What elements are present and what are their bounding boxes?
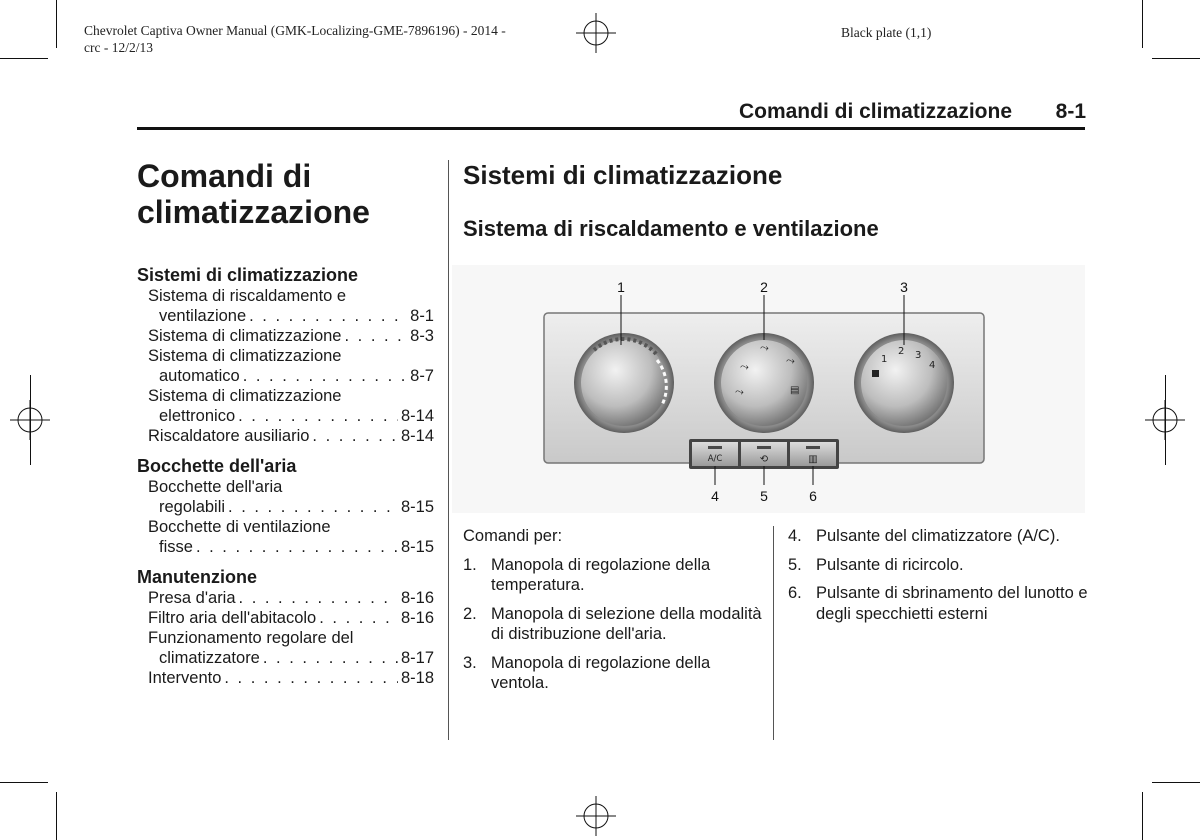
ac-button (692, 442, 738, 466)
registration-mark-icon (576, 796, 616, 836)
callout-5: 5 (760, 488, 768, 504)
toc-entry-title: Sistema di riscaldamento e (148, 287, 347, 305)
toc-entry[interactable] (137, 608, 434, 628)
crop-mark (30, 375, 31, 465)
list-item-number: 2. (463, 604, 477, 623)
temperature-knob (574, 333, 674, 433)
print-header-right: Black plate (1,1) (841, 25, 932, 40)
toc-entry[interactable] (137, 306, 434, 326)
registration-mark-icon (576, 13, 616, 53)
toc-entry[interactable] (137, 406, 434, 426)
list-item-text: Pulsante del climatizzatore (A/C). (816, 527, 1060, 545)
callout-4: 4 (711, 488, 719, 504)
toc-entry-title: Sistema di climatizzazione (148, 327, 342, 345)
toc-entry-title: ventilazione (159, 307, 247, 325)
list-item (788, 583, 1088, 624)
climate-panel-illustration (452, 265, 1085, 513)
toc-page-number: 8-16 (400, 609, 434, 627)
crop-mark (1152, 782, 1200, 783)
chapter-title: Comandi di climatizzazione (137, 158, 370, 230)
crop-mark (56, 792, 57, 840)
toc-page-number: 8-3 (410, 327, 434, 345)
list-item (463, 555, 763, 596)
fan-scale-4: 4 (929, 360, 936, 371)
air-distribution-knob (714, 333, 814, 433)
toc-leader-dots (228, 497, 398, 517)
list-item-number: 1. (463, 555, 477, 574)
print-header-left (84, 22, 506, 56)
toc-page-number: 8-15 (400, 498, 434, 516)
recirculation-button (741, 442, 787, 466)
list-item (463, 653, 763, 694)
ac-button-label: A/C (707, 454, 723, 464)
svg-text:⤳: ⤳ (786, 354, 795, 367)
toc-entry-title: fisse (159, 538, 193, 556)
svg-text:⤳: ⤳ (760, 341, 769, 354)
column-rule (448, 160, 449, 740)
toc-entry-title: Sistema di climatizzazione (148, 347, 342, 365)
crop-mark (0, 58, 48, 59)
toc-leader-dots (249, 306, 407, 326)
crop-mark (1142, 0, 1143, 48)
fan-scale-2: 2 (898, 346, 905, 357)
fan-speed-knob (854, 333, 954, 433)
toc-leader-dots (312, 426, 398, 446)
section-heading: Sistemi di climatizzazione (463, 160, 783, 190)
toc-entry[interactable] (137, 386, 434, 406)
running-head-title: Comandi di climatizzazione (738, 100, 1012, 123)
callout-3: 3 (900, 279, 908, 295)
list-item-number: 4. (788, 527, 802, 545)
svg-text:⤳: ⤳ (735, 385, 744, 398)
toc-entry-title: Bocchette dell'aria (148, 478, 283, 496)
toc-entry[interactable] (137, 426, 434, 446)
list-item-text: Manopola di regolazione della ventola. (491, 653, 711, 692)
toc-entry[interactable] (137, 668, 434, 688)
toc-entry[interactable] (137, 326, 434, 346)
toc-page-number: 8-16 (400, 589, 434, 607)
toc-entry-title: Filtro aria dell'abitacolo (148, 609, 317, 627)
toc-entry[interactable] (137, 346, 434, 366)
list-item (788, 555, 1088, 576)
toc-leader-dots (238, 406, 398, 426)
toc-leader-dots (243, 366, 407, 386)
toc-page-number: 8-14 (400, 427, 434, 445)
controls-intro: Comandi per: (463, 527, 563, 545)
toc-page-number: 8-14 (400, 407, 434, 425)
toc-page-number: 8-1 (410, 307, 434, 325)
rear-defrost-button (790, 442, 836, 466)
toc-leader-dots (196, 537, 398, 557)
toc-entry[interactable] (137, 648, 434, 668)
toc-section-heading: Manutenzione (137, 567, 257, 587)
running-head-rule (137, 127, 1085, 130)
crop-mark (56, 0, 57, 48)
toc-entry[interactable] (137, 366, 434, 386)
toc-entry-title: climatizzatore (159, 649, 260, 667)
list-item (463, 604, 763, 645)
crop-mark (1142, 792, 1143, 840)
toc-entry-title: Intervento (148, 669, 222, 687)
svg-text:⤳: ⤳ (740, 360, 749, 373)
fan-scale-1: 1 (881, 354, 888, 365)
list-item-text: Pulsante di ricircolo. (816, 555, 964, 574)
toc-page-number: 8-15 (400, 538, 434, 556)
column-rule (773, 526, 774, 740)
toc-entry[interactable] (137, 497, 434, 517)
callout-1: 1 (617, 279, 625, 295)
controls-list-column-1 (463, 526, 763, 694)
crop-mark (1165, 375, 1166, 465)
toc-leader-dots (224, 668, 398, 688)
toc-section-heading: Sistemi di climatizzazione (137, 265, 359, 285)
crop-mark (0, 782, 48, 783)
crop-mark (1152, 58, 1200, 59)
toc-page-number: 8-18 (400, 669, 434, 687)
toc-entry-title: regolabili (159, 498, 226, 516)
list-item-text: Manopola di selezione della modalità di distribuzione dell'aria. (491, 604, 762, 643)
toc-leader-dots (319, 608, 398, 628)
toc-entry[interactable] (137, 517, 434, 537)
toc-entry-title: Bocchette di ventilazione (148, 518, 331, 536)
toc-entry-title: Presa d'aria (148, 589, 236, 607)
fan-scale-3: 3 (915, 350, 922, 361)
toc-entry[interactable] (137, 588, 434, 608)
climate-control-panel-figure (452, 265, 1085, 513)
chapter-contents (137, 265, 434, 688)
toc-page-number: 8-7 (410, 367, 434, 385)
toc-section-heading: Bocchette dell'aria (137, 456, 297, 476)
toc-entry[interactable] (137, 537, 434, 557)
callout-2: 2 (760, 279, 768, 295)
list-item-text: Pulsante di sbrinamento del lunotto e degli specchietti esterni (816, 584, 1088, 623)
toc-entry-title: Riscaldatore ausiliario (148, 427, 310, 445)
toc-leader-dots (239, 588, 398, 608)
toc-leader-dots (263, 648, 398, 668)
svg-text:▥: ▥ (808, 454, 818, 465)
print-header-line2: crc - 12/2/13 (84, 40, 153, 55)
list-item-number: 6. (788, 584, 802, 602)
list-item-number: 3. (463, 653, 477, 672)
callout-6: 6 (809, 488, 817, 504)
toc-entry[interactable] (137, 628, 434, 648)
toc-entry-title: Funzionamento regolare del (148, 629, 354, 647)
print-header-line1: Chevrolet Captiva Owner Manual (GMK-Localizing-GME-7896196) - 2014 - (84, 23, 506, 38)
controls-list-column-2 (788, 526, 1088, 624)
toc-entry[interactable] (137, 477, 434, 497)
svg-text:⟲: ⟲ (759, 454, 769, 465)
subsection-heading: Sistema di riscaldamento e ventilazione (463, 216, 879, 241)
list-item (788, 526, 1088, 547)
list-item-number: 5. (788, 555, 802, 574)
toc-entry-title: automatico (159, 367, 240, 385)
running-head-page-number: 8-1 (1055, 100, 1086, 123)
toc-page-number: 8-17 (400, 649, 434, 667)
toc-entry[interactable] (137, 286, 434, 306)
list-item-text: Manopola di regolazione della temperatura. (491, 555, 711, 594)
toc-entry-title: elettronico (159, 407, 236, 425)
toc-entry-title: Sistema di climatizzazione (148, 387, 342, 405)
toc-leader-dots (345, 326, 408, 346)
svg-text:▤: ▤ (790, 385, 800, 396)
